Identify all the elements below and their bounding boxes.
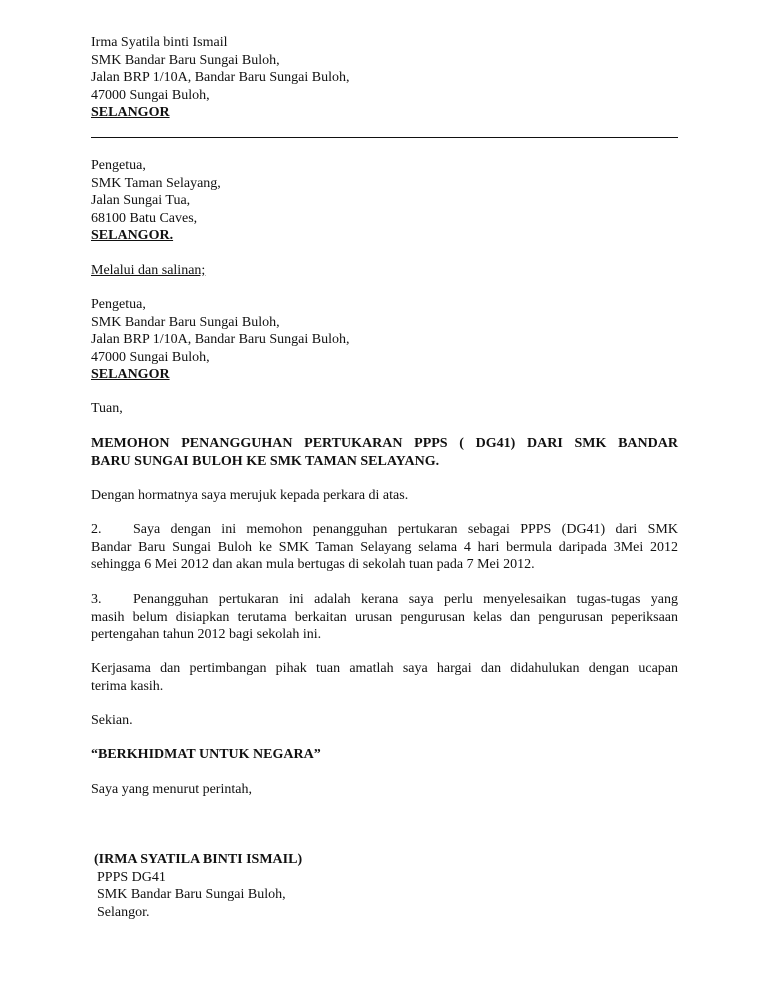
signature-school: SMK Bandar Baru Sungai Buloh, [97,887,286,903]
signature-block [91,851,491,921]
paragraph-3-text-1: Penangguhan pertukaran ini adalah kerana saya perlu menyelesaikan tugas-tugas yang [133,592,678,607]
paragraph-3 [91,591,678,644]
signature-name: (IRMA SYATILA BINTI ISMAIL) [94,852,303,867]
via-street: Jalan BRP 1/10A, Bandar Baru Sungai Buloh, [91,332,350,348]
sender-street: Jalan BRP 1/10A, Bandar Baru Sungai Buloh, [91,70,350,86]
recipient-address [91,157,678,245]
paragraph-4-line-1: Kerjasama dan pertimbangan pihak tuan amatlah saya hargai dan didahulukan dengan ucapan [91,661,678,676]
intro-text: Dengan hormatnya saya merujuk kepada perkara di atas. [91,488,409,503]
header-divider [91,137,678,138]
paragraph-2-line-1 [91,521,678,539]
signoff-block [91,781,678,799]
sender-school: SMK Bandar Baru Sungai Buloh, [91,52,280,68]
salutation-block [91,400,678,418]
signature-state: Selangor. [97,904,150,920]
intro-paragraph [91,487,678,505]
signoff-text: Saya yang menurut perintah, [91,782,252,797]
paragraph-3-line-3: pertengahan tahun 2012 bagi sekolah ini. [91,627,322,643]
signature-title: PPPS DG41 [97,869,166,885]
salutation: Tuan, [91,401,123,416]
recipient-title: Pengetua, [91,158,146,173]
sender-address [91,34,678,122]
paragraph-3-line-2: masih belum disiapkan terutama berkaitan urusan pengurusan kelas dan pengurusan peperiksaan [91,609,678,625]
recipient-postcode: 68100 Batu Caves, [91,210,198,226]
sender-name: Irma Syatila binti Ismail [91,35,228,50]
subject-line-2: BARU SUNGAI BULOH KE SMK TAMAN SELAYANG. [91,453,440,469]
paragraph-2-line-3: sehingga 6 Mei 2012 dan akan mula bertugas di sekolah tuan pada 7 Mei 2012. [91,557,535,573]
via-school: SMK Bandar Baru Sungai Buloh, [91,314,280,330]
paragraph-3-line-1 [91,591,678,609]
subject-line-1: MEMOHON PENANGGUHAN PERTUKARAN PPPS ( DG41) DARI SMK BANDAR [91,436,678,451]
paragraph-2-number: 2. [91,522,102,537]
sender-state: SELANGOR [91,105,170,121]
closing-block [91,712,678,730]
sender-postcode: 47000 Sungai Buloh, [91,87,210,103]
via-state: SELANGOR [91,367,170,383]
closing-text: Sekian. [91,713,133,728]
motto-block [91,746,678,764]
motto-text: “BERKHIDMAT UNTUK NEGARA” [91,747,321,762]
recipient-school: SMK Taman Selayang, [91,175,221,191]
via-postcode: 47000 Sungai Buloh, [91,349,210,365]
recipient-street: Jalan Sungai Tua, [91,193,191,209]
paragraph-2 [91,521,678,574]
recipient-state: SELANGOR. [91,228,174,244]
via-address [91,296,678,384]
paragraph-4 [91,660,678,695]
via-label: Melalui dan salinan; [91,263,206,278]
subject-heading [91,435,678,470]
paragraph-2-text-1: Saya dengan ini memohon penangguhan pertukaran sebagai PPPS (DG41) dari SMK [133,522,678,537]
via-title: Pengetua, [91,297,146,312]
paragraph-3-number: 3. [91,592,102,607]
via-section [91,262,678,280]
paragraph-4-line-2: terima kasih. [91,678,164,694]
paragraph-2-line-2: Bandar Baru Sungai Buloh ke SMK Taman Selayang selama 4 hari bermula daripada 3Mei 2012 [91,539,678,555]
